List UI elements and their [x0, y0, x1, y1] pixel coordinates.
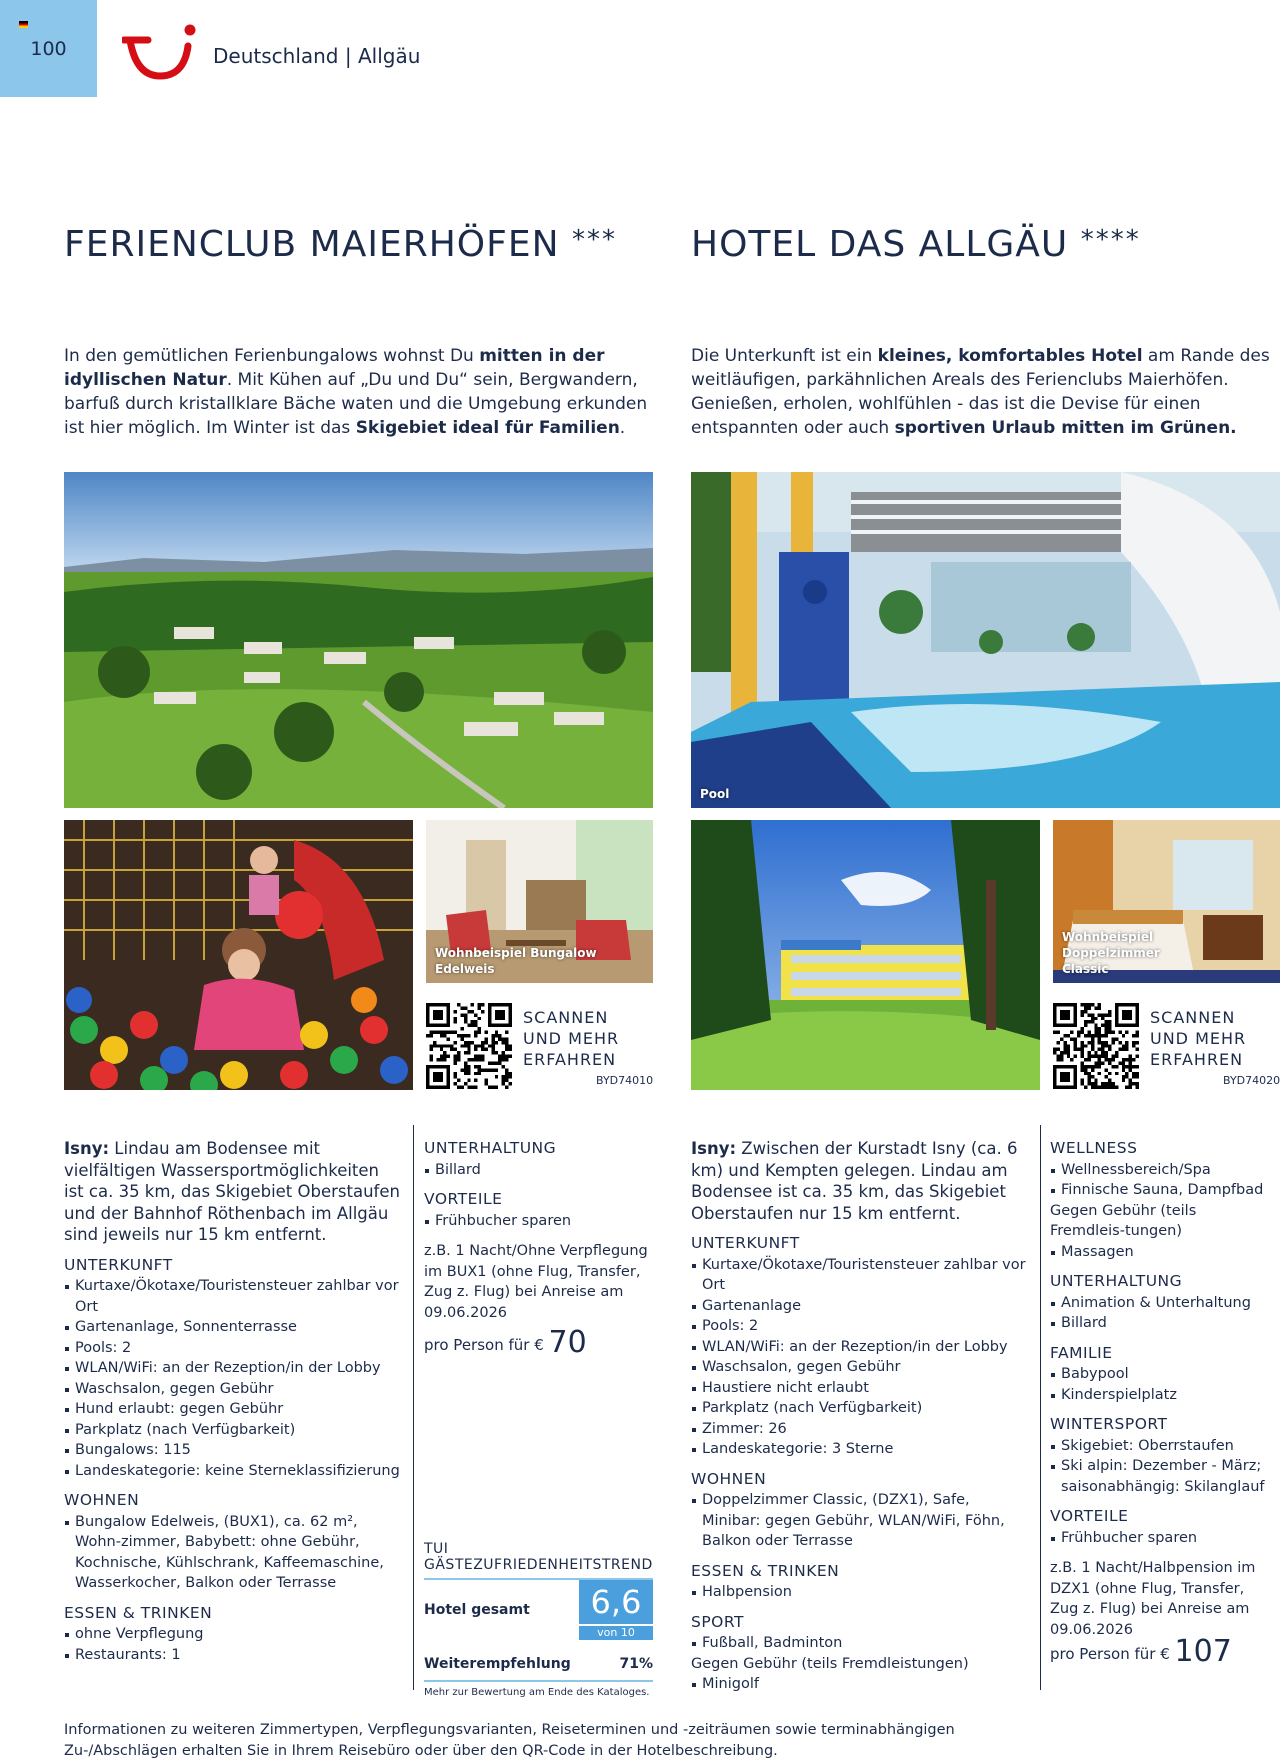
- price-line: pro Person für € 107: [1050, 1634, 1232, 1669]
- feature-item: Babypool: [1050, 1364, 1272, 1385]
- booking-code: BYD74020: [1223, 1074, 1280, 1087]
- photo-hotel-exterior: [691, 820, 1040, 1090]
- scan-prompt: SCANNEN UND MEHR ERFAHREN: [1150, 1008, 1247, 1069]
- photo-double-room: [1053, 820, 1280, 983]
- feature-list: [1050, 1160, 1272, 1263]
- hotel-title-right: [691, 224, 1141, 265]
- photo-caption: Wohnbeispiel Doppelzimmer Classic: [1062, 930, 1160, 976]
- feature-list: [691, 1582, 1031, 1603]
- feature-note: Gegen Gebühr (teils Fremdleistungen): [691, 1655, 969, 1672]
- qr-code-icon[interactable]: [1053, 1003, 1139, 1089]
- intro-highlight: mitten in der idyllischen Natur: [64, 346, 605, 390]
- recommendation-label: Weiterempfehlung: [424, 1656, 571, 1672]
- feature-item: Pools: 2: [64, 1338, 402, 1359]
- feature-item: Wellnessbereich/Spa: [1050, 1160, 1272, 1181]
- intro-highlight: Skigebiet ideal für Familien: [355, 418, 620, 438]
- feature-list: [1050, 1528, 1272, 1549]
- price-conditions: z.B. 1 Nacht/Ohne Verpflegung im BUX1 (ohne Flug, Transfer, Zug z. Flug) bei Anreise am 09.06.2026: [424, 1243, 648, 1321]
- hotel-name: HOTEL DAS ALLGÄU: [691, 224, 1069, 265]
- flag-icon: [19, 21, 28, 28]
- intro-run: . Mit Kühen auf „Du und Du“ sein, Bergwandern, barfuß durch kristallklare Bäche waten und die Umgebung erkunden ist hier möglich. Im Winter ist das: [64, 370, 648, 438]
- photo-bungalow-park: [64, 472, 653, 808]
- feature-item: Billard: [424, 1160, 653, 1181]
- trend-note: Mehr zur Bewertung am Ende des Kataloges.: [424, 1687, 650, 1698]
- intro-highlight: kleines, komfortables Hotel: [877, 346, 1143, 366]
- trend-divider: [424, 1680, 653, 1682]
- section-heading: WINTERSPORT: [1050, 1415, 1168, 1433]
- page-number-box: [0, 0, 97, 97]
- info-column-left-a: [64, 1138, 402, 1665]
- photo-ball-pit: [64, 820, 413, 1090]
- info-column-left-b: [424, 1138, 653, 1360]
- feature-list: [691, 1633, 1031, 1695]
- feature-note: Gegen Gebühr (teils Fremdleis-tungen): [1050, 1202, 1197, 1239]
- feature-item: Frühbucher sparen: [424, 1211, 653, 1232]
- section-heading: ESSEN & TRINKEN: [691, 1561, 840, 1580]
- feature-list: [1050, 1364, 1272, 1405]
- section-heading: UNTERKUNFT: [691, 1234, 800, 1252]
- column-divider: [1040, 1125, 1041, 1690]
- feature-list: [1050, 1436, 1272, 1498]
- feature-item: Massagen: [1050, 1242, 1272, 1263]
- section-heading: FAMILIE: [1050, 1343, 1113, 1362]
- feature-item: Bungalow Edelweis, (BUX1), ca. 62 m², Wohn-zimmer, Babybett: ohne Gebühr, Kochnische, Kühlschrank, Kaffeemaschine, Wasserkocher, Balkon oder Terrasse: [64, 1512, 402, 1594]
- feature-list: [691, 1255, 1031, 1460]
- feature-item: Hund erlaubt: gegen Gebühr: [64, 1399, 402, 1420]
- hotel-name: FERIENCLUB MAIERHÖFEN: [64, 224, 560, 265]
- feature-item: Billard: [1050, 1313, 1272, 1334]
- section-heading: VORTEILE: [1050, 1507, 1129, 1525]
- feature-list: [64, 1624, 402, 1665]
- intro-run: Die Unterkunft ist ein: [691, 346, 878, 366]
- footer-note: Informationen zu weiteren Zimmertypen, Verpflegungsvarianten, Reiseterminen und -zeiträumen sowie terminabhängigen Zu-/Abschlägen erhalten Sie in Ihrem Reisebüro oder über den QR-Code in der Hotelbeschreibung.: [64, 1722, 955, 1759]
- info-column-right-b: [1050, 1138, 1272, 1669]
- feature-item: Bungalows: 115: [64, 1440, 402, 1461]
- section-heading: WELLNESS: [1050, 1139, 1138, 1157]
- feature-item: Parkplatz (nach Verfügbarkeit): [691, 1398, 1031, 1419]
- photo-indoor-pool: [691, 472, 1280, 808]
- location-text: Isny: Zwischen der Kurstadt Isny (ca. 6 km) und Kempten gelegen. Lindau am Bodensee ist ca. 35 km, das Skigebiet Oberstaufen nur 15 km entfernt.: [691, 1139, 1018, 1223]
- recommendation-value: 71%: [619, 1656, 653, 1672]
- price-line: pro Person für € 70: [424, 1325, 587, 1360]
- feature-item: Minigolf: [691, 1674, 1031, 1695]
- feature-item: Kurtaxe/Ökotaxe/Touristensteuer zahlbar vor Ort: [64, 1276, 402, 1317]
- satisfaction-trend: [424, 1541, 653, 1698]
- feature-item: Ski alpin: Dezember - März; saisonabhängig: Skilanglauf: [1050, 1456, 1272, 1497]
- feature-list: [424, 1211, 653, 1232]
- feature-item: Parkplatz (nach Verfügbarkeit): [64, 1420, 402, 1441]
- section-heading: SPORT: [691, 1612, 744, 1631]
- breadcrumb: Deutschland | Allgäu: [213, 44, 421, 68]
- hotel-title-left: [64, 224, 617, 265]
- price-conditions: z.B. 1 Nacht/Halbpension im DZX1 (ohne Flug, Transfer, Zug z. Flug) bei Anreise am 09.06.2026: [1050, 1560, 1256, 1638]
- feature-item: Frühbucher sparen: [1050, 1528, 1272, 1549]
- feature-item: ohne Verpflegung: [64, 1624, 402, 1645]
- star-rating: ***: [571, 225, 617, 255]
- location-text: Isny: Lindau am Bodensee mit vielfältigen Wassersportmöglichkeiten ist ca. 35 km, das Skigebiet Oberstaufen und der Bahnhof Röthenbach im Allgäu sind jeweils nur 15 km entfernt.: [64, 1139, 400, 1244]
- feature-item: Animation & Unterhaltung: [1050, 1293, 1272, 1314]
- hotel-total-label: Hotel gesamt: [424, 1602, 530, 1618]
- feature-list: [64, 1276, 402, 1481]
- feature-item: Skigebiet: Oberrstaufen: [1050, 1436, 1272, 1457]
- feature-item: Landeskategorie: keine Sterneklassifizierung: [64, 1461, 402, 1482]
- score-value: 6,6: [579, 1580, 653, 1624]
- trend-title: TUI GÄSTEZUFRIEDENHEITSTREND: [424, 1541, 653, 1573]
- feature-item: WLAN/WiFi: an der Rezeption/in der Lobby: [691, 1337, 1031, 1358]
- section-heading: VORTEILE: [424, 1190, 503, 1208]
- section-heading: UNTERHALTUNG: [1050, 1272, 1183, 1290]
- info-column-right-a: [691, 1138, 1031, 1695]
- intro-highlight: sportiven Urlaub mitten im Grünen.: [894, 418, 1237, 438]
- feature-item: Fußball, Badminton: [691, 1633, 1031, 1654]
- feature-item: Gartenanlage: [691, 1296, 1031, 1317]
- section-heading: WOHNEN: [64, 1491, 140, 1509]
- qr-code-icon[interactable]: [426, 1003, 512, 1089]
- intro-text-left: [64, 344, 654, 440]
- intro-run: In den gemütlichen Ferienbungalows wohnst Du: [64, 346, 480, 366]
- score-scale: von 10: [579, 1626, 653, 1640]
- feature-item: Haustiere nicht erlaubt: [691, 1378, 1031, 1399]
- feature-item: Landeskategorie: 3 Sterne: [691, 1439, 1031, 1460]
- feature-item: Restaurants: 1: [64, 1645, 402, 1666]
- feature-item: Waschsalon, gegen Gebühr: [64, 1379, 402, 1400]
- section-heading: ESSEN & TRINKEN: [64, 1603, 213, 1622]
- tui-logo-icon: [122, 22, 198, 82]
- feature-list: [424, 1160, 653, 1181]
- section-heading: UNTERKUNFT: [64, 1255, 173, 1274]
- feature-list: [64, 1512, 402, 1594]
- section-heading: UNTERHALTUNG: [424, 1139, 557, 1157]
- feature-item: Gartenanlage, Sonnenterrasse: [64, 1317, 402, 1338]
- feature-list: [1050, 1293, 1272, 1334]
- feature-item: Finnische Sauna, Dampfbad: [1050, 1180, 1272, 1201]
- intro-run: .: [619, 418, 626, 438]
- feature-item: Waschsalon, gegen Gebühr: [691, 1357, 1031, 1378]
- feature-list: [691, 1490, 1031, 1552]
- feature-item: Pools: 2: [691, 1316, 1031, 1337]
- star-rating: ****: [1080, 225, 1141, 255]
- photo-bungalow-room: [426, 820, 653, 983]
- scan-prompt: SCANNEN UND MEHR ERFAHREN: [523, 1008, 620, 1069]
- feature-item: WLAN/WiFi: an der Rezeption/in der Lobby: [64, 1358, 402, 1379]
- photo-caption: Pool: [700, 787, 730, 801]
- intro-text-right: [691, 344, 1271, 440]
- feature-item: Kinderspielplatz: [1050, 1385, 1272, 1406]
- column-divider: [413, 1125, 414, 1690]
- feature-item: Doppelzimmer Classic, (DZX1), Safe, Minibar: gegen Gebühr, WLAN/WiFi, Föhn, Balkon oder Terrasse: [691, 1490, 1031, 1552]
- price-value: 107: [1174, 1634, 1232, 1669]
- booking-code: BYD74010: [596, 1074, 654, 1087]
- feature-item: Halbpension: [691, 1582, 1031, 1603]
- feature-item: Kurtaxe/Ökotaxe/Touristensteuer zahlbar vor Ort: [691, 1255, 1031, 1296]
- intro-run: am Rande des weitläufigen, parkähnlichen Areals des Ferienclubs Maierhöfen. Genießen, erholen, wohlfühlen - das ist die Devise für einen entspannten oder auch: [691, 346, 1270, 438]
- price-value: 70: [548, 1325, 587, 1360]
- feature-item: Zimmer: 26: [691, 1419, 1031, 1440]
- page-number: 100: [30, 37, 67, 60]
- section-heading: WOHNEN: [691, 1469, 767, 1488]
- photo-caption: Wohnbeispiel Bungalow Edelweis: [435, 946, 597, 976]
